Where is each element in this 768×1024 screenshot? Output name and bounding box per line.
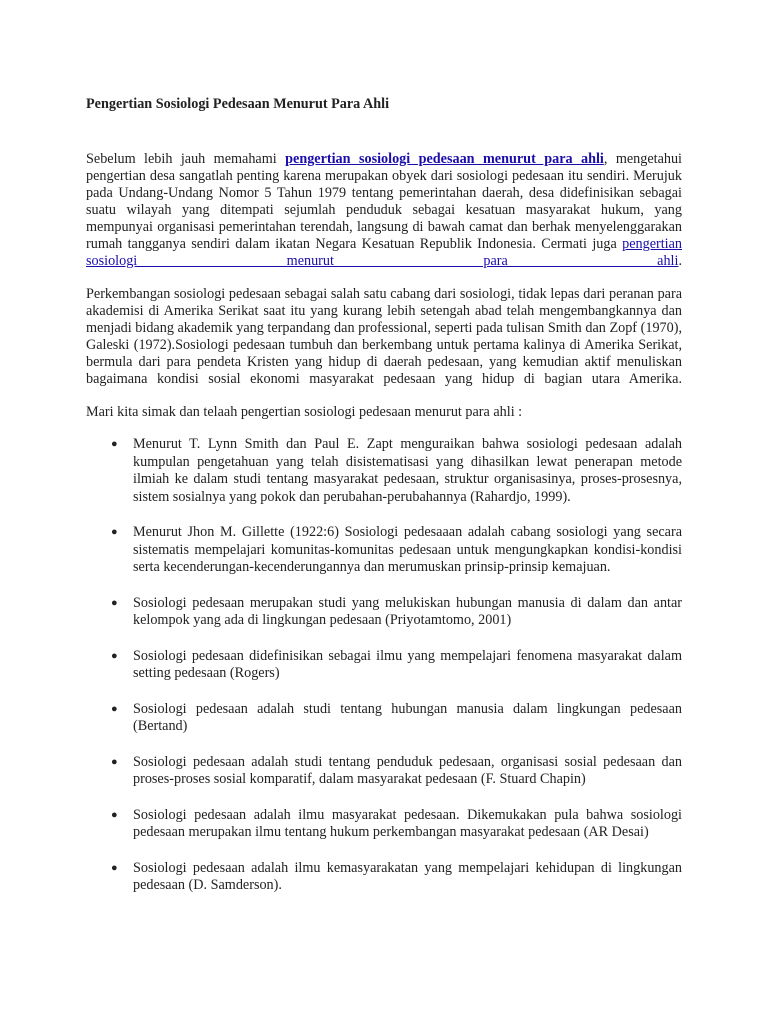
intro-text-start: Sebelum lebih jauh memahami bbox=[86, 151, 286, 167]
intro-text-middle: , mengetahui pengertian desa sangatlah penting karena merupakan obyek dari sosiologi pedesaan itu sendiri. Merujuk pada Undang-Undang Nomor 5 Tahun 1979 tentang pemerintahan daerah, desa didefinisikan sebagai suatu wilayah yang ditempati sejumlah penduduk sebagai kesatuan masyarakat hukum, yang mempunyai organisasi pemerintahan terendah, langsung di bawah camat dan berhak menyelenggarakan rumah tangganya sendiri dalam ikatan Negara Kesatuan Republik Indonesia. Cermati juga bbox=[86, 151, 683, 252]
history-paragraph: Perkembangan sosiologi pedesaan sebagai salah satu cabang dari sosiologi, tidak lepas dari peranan para akademisi di Amerika Serikat saat itu yang kurang lebih setengah abad telah mengembangkannya dan menjadi bidang akademik yang terpandang dan professional, seperti pada tulisan Smith dan Zopf (1970), Galeski (1972).Sosiologi pedesaan tumbuh dan berkembang untuk pertama kalinya di Amerika Serikat, bermula dari para pendeta Kristen yang hidup di daerah pedesaan, yang kemudian aktif menuliskan bagaimana kondisi sosial ekonomi masyarakat pedesaan yang hidup di bagian utara Amerika. bbox=[86, 286, 682, 387]
intro-paragraph bbox=[86, 151, 682, 270]
bullet-icon: ● bbox=[111, 861, 118, 874]
bullet-icon: ● bbox=[111, 438, 118, 450]
definitions-intro: Mari kita simak dan telaah pengertian sosiologi pedesaan menurut para ahli : bbox=[86, 404, 523, 420]
list-item bbox=[111, 647, 682, 683]
list-item bbox=[111, 700, 682, 736]
definitions-list bbox=[86, 436, 682, 895]
definition-text: Sosiologi pedesaan adalah ilmu kemasyarakatan yang mempelajari kehidupan di lingkungan pedesaan (D. Samderson). bbox=[133, 859, 682, 893]
list-item bbox=[111, 753, 682, 789]
bullet-icon: ● bbox=[111, 755, 118, 768]
list-item bbox=[111, 594, 682, 630]
bullet-icon: ● bbox=[111, 526, 118, 538]
list-item bbox=[111, 859, 682, 895]
definition-text: Sosiologi pedesaan merupakan studi yang melukiskan hubungan manusia di dalam dan antar kelompok yang ada di lingkungan pedesaan (Priyotamtomo, 2001) bbox=[133, 594, 682, 628]
definition-text: Sosiologi pedesaan adalah studi tentang penduduk pedesaan, organisasi sosial pedesaan dan proses-proses sosial komparatif, dalam masyarakat pedesaan (F. Stuard Chapin) bbox=[133, 753, 682, 787]
intro-text-end: . bbox=[678, 253, 682, 269]
bullet-icon: ● bbox=[111, 596, 118, 609]
definition-text: Menurut T. Lynn Smith dan Paul E. Zapt menguraikan bahwa sosiologi pedesaan adalah kumpulan pengetahuan yang telah disistematisasi yang dihasilkan lewat penerapan metode ilmiah ke dalam studi tentang masyarakat pedesaan, struktur organisasinya, proses-prosesnya, sistem sosialnya yang pokok dan perubahan-perubahannya (Rahardjo, 1999). bbox=[133, 436, 682, 505]
link-sosiologi-ahli[interactable]: pengertian sosiologi menurut para ahli bbox=[86, 236, 682, 269]
definition-text: Sosiologi pedesaan adalah studi tentang hubungan manusia dalam lingkungan pedesaan (Bertand) bbox=[133, 700, 682, 734]
bullet-icon: ● bbox=[111, 702, 118, 715]
definition-text: Menurut Jhon M. Gillette (1922:6) Sosiologi pedesaaan adalah cabang sosiologi yang secara sistematis mempelajari komunitas-komunitas pedesaan untuk mengungkapkan kondisi-kondisi serta kecenderungan-kecenderungannya dan merumuskan prinsip-prinsip kemajuan. bbox=[133, 524, 682, 575]
bullet-icon: ● bbox=[111, 808, 118, 821]
link-sosiologi-pedesaan[interactable]: pengertian sosiologi pedesaan menurut para ahli bbox=[285, 151, 604, 167]
definition-text: Sosiologi pedesaan didefinisikan sebagai ilmu yang mempelajari fenomena masyarakat dalam setting pedesaan (Rogers) bbox=[133, 647, 682, 681]
bullet-icon: ● bbox=[111, 649, 118, 662]
list-item bbox=[111, 806, 682, 842]
list-item bbox=[111, 524, 682, 577]
definition-text: Sosiologi pedesaan adalah ilmu masyarakat pedesaan. Dikemukakan pula bahwa sosiologi pedesaan merupakan ilmu tentang hukum perkembangan masyarakat pedesaan (AR Desai) bbox=[133, 806, 682, 840]
list-item bbox=[111, 436, 682, 506]
document-title: Pengertian Sosiologi Pedesaan Menurut Para Ahli bbox=[86, 96, 390, 112]
